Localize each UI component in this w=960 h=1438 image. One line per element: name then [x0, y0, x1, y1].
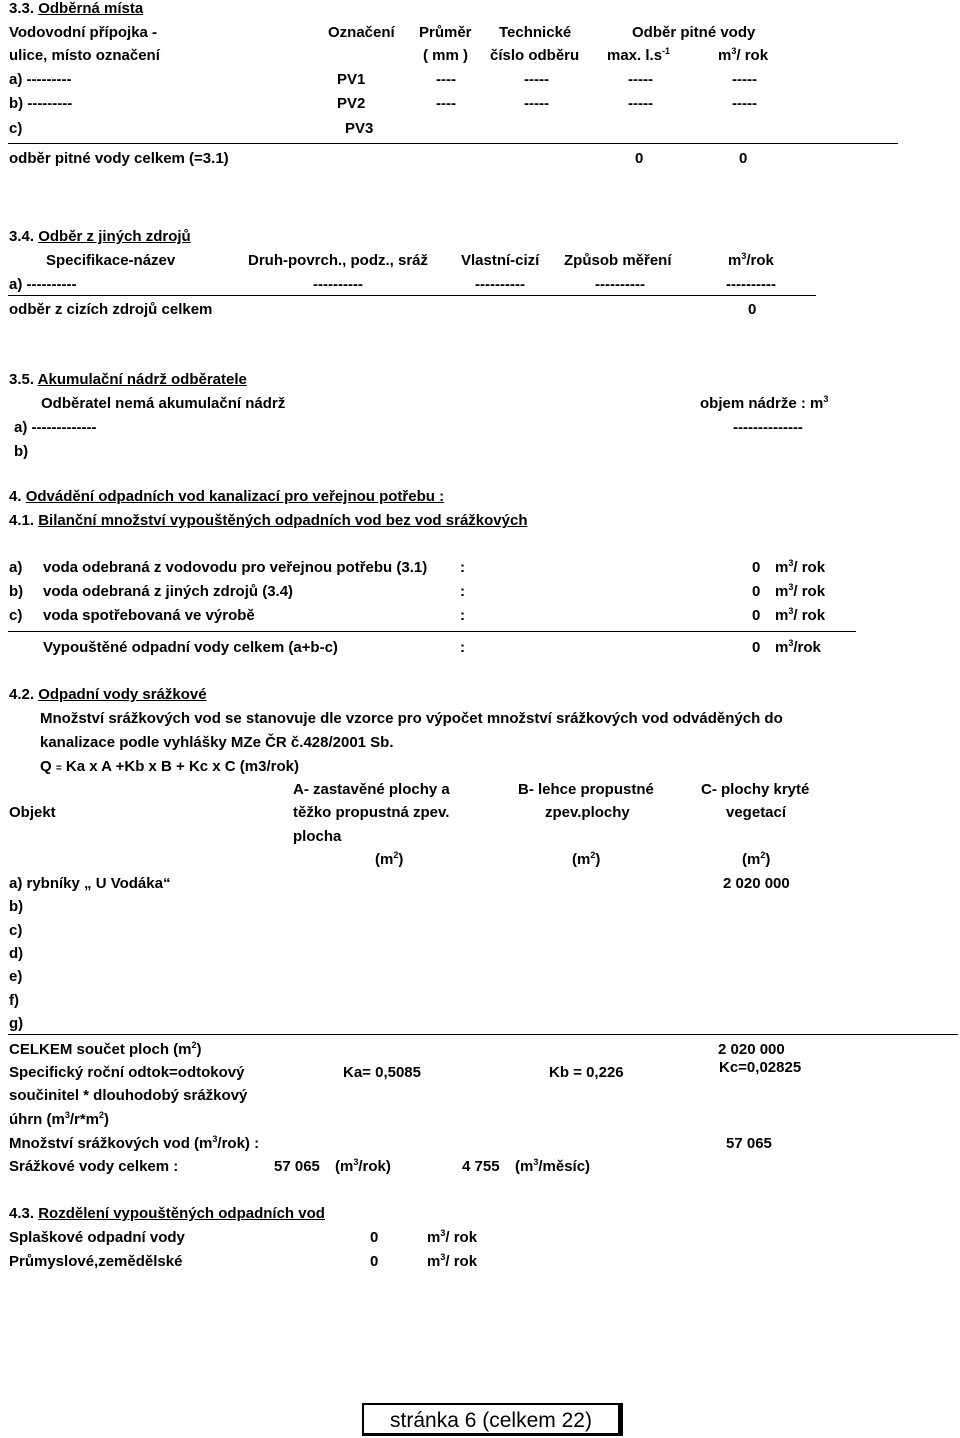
s42-kc: Kc=0,02825 — [719, 1059, 802, 1076]
row-rok: ----- — [732, 71, 757, 88]
s42-row-c-label: c) — [9, 922, 23, 939]
s33-total-max: 0 — [635, 150, 644, 167]
row-value: 0 — [752, 559, 761, 576]
row-colon: : — [460, 583, 465, 600]
row-value: 0 — [752, 607, 761, 624]
row-value: 0 — [752, 583, 761, 600]
s35-objem-label: objem nádrže : $m^3$ — [700, 394, 829, 412]
row-unit: $m^3/$ rok — [427, 1228, 478, 1246]
row-colon: : — [460, 607, 465, 624]
s42-row-a-label: a) rybníky „ U Vodáka“ — [9, 875, 171, 892]
row-druh: ---------- — [313, 276, 363, 293]
s42-celkem-sraz-label: Srážkové vody celkem : — [9, 1158, 179, 1175]
s42-row-d-label: d) — [9, 945, 24, 962]
row-code: PV3 — [345, 120, 374, 137]
row-label: c) — [9, 120, 23, 137]
page-number-label: stránka 6 (celkem 22) — [390, 1409, 592, 1432]
s42-para-line2: kanalizace podle vyhlášky MZe ČR č.428/2001 Sb. — [40, 734, 394, 751]
s42-celkem-sraz-v2: 4 755 — [462, 1158, 500, 1175]
s33-col5-h2a: max. $l.s^{-1}$ — [607, 46, 671, 64]
s41-heading: 4.1. Bilanční množství vypouštěných odpadních vod bez vod srážkových — [9, 512, 528, 529]
s42-col-b-l2: zpev.plochy — [545, 804, 630, 821]
s42-row-a-c-value: 2 020 000 — [723, 875, 790, 892]
row-value: 0 — [370, 1229, 379, 1246]
s42-mnozstvi-value: 57 065 — [726, 1135, 772, 1152]
row-label: a) — [9, 559, 23, 576]
row-label: b) — [9, 583, 24, 600]
s42-odtok-line3: úhrn $(m^3/r*m^2)$ — [9, 1110, 110, 1128]
row-label: c) — [9, 607, 23, 624]
s33-heading: 3.3. Odběrná místa — [9, 0, 144, 17]
s42-col-c-l1: C- plochy kryté — [701, 781, 810, 798]
row-max: ----- — [628, 71, 653, 88]
s35-heading: 3.5. Akumulační nádrž odběratele — [9, 371, 247, 388]
row-rok: ----- — [732, 95, 757, 112]
s42-col-c-l2: vegetací — [726, 804, 787, 821]
s43-heading: 4.3. Rozdělení vypouštěných odpadních vod — [9, 1205, 325, 1222]
s42-para-line1: Množství srážkových vod se stanovuje dle vzorce pro výpočet množství srážkových vod odváděných do — [40, 710, 783, 727]
s42-celkem-label: CELKEM součet ploch $(m^2)$ — [9, 1040, 202, 1058]
s35-row-a-value: -------------- — [733, 419, 803, 436]
row-prumer: ---- — [436, 71, 456, 88]
row-max: ----- — [628, 95, 653, 112]
s34-unit-header: $m^3$/rok — [728, 251, 774, 269]
row-vlastni: ---------- — [475, 276, 525, 293]
s42-celkem-sraz-u2: $(m^3/měsíc)$ — [515, 1157, 591, 1175]
s33-col3-h1: Průměr — [419, 24, 472, 41]
divider — [8, 143, 898, 144]
s34-heading: 3.4. Odběr z jiných zdrojů — [9, 228, 191, 245]
s33-col4-h1: Technické — [499, 24, 572, 41]
row-unit: $m^3/$ rok — [775, 606, 826, 624]
s34-total-value: 0 — [748, 301, 757, 318]
s42-heading: 4.2. Odpadní vody srážkové — [9, 686, 207, 703]
row-colon: : — [460, 559, 465, 576]
s34-vlastni-header: Vlastní-cizí — [461, 252, 540, 269]
s33-col5-h1: Odběr pitné vody — [632, 24, 756, 41]
row-label: a) --------- — [9, 71, 72, 88]
row-unit: $m^3/$ rok — [427, 1252, 478, 1270]
s42-unit-c: $(m^2)$ — [742, 850, 771, 868]
s35-row-b: b) — [14, 443, 29, 460]
row-cislo: ----- — [524, 95, 549, 112]
s42-row-f-label: f) — [9, 992, 19, 1009]
s35-note: Odběratel nemá akumulační nádrž — [41, 395, 286, 412]
s35-row-a: a) ------------- — [14, 419, 97, 436]
row-label: b) --------- — [9, 95, 73, 112]
divider — [8, 1034, 958, 1035]
s42-row-b-label: b) — [9, 898, 24, 915]
s4-heading: 4. Odvádění odpadních vod kanalizací pro veřejnou potřebu : — [9, 488, 445, 505]
row-zpusob: ---------- — [595, 276, 645, 293]
s42-col-a-l1: A- zastavěné plochy a — [293, 781, 450, 798]
row-text: voda spotřebovaná ve výrobě — [43, 607, 255, 624]
s42-kb: Kb = 0,226 — [549, 1064, 624, 1081]
page-number-box — [362, 1403, 623, 1436]
divider — [8, 295, 816, 296]
s33-total-rok: 0 — [739, 150, 748, 167]
total-colon: : — [460, 639, 465, 656]
s33-total-label: odběr pitné vody celkem (=3.1) — [9, 150, 229, 167]
total-value: 0 — [752, 639, 761, 656]
s42-odtok-line2: součinitel * dlouhodobý srážkový — [9, 1087, 248, 1104]
row-label: Splaškové odpadní vody — [9, 1229, 185, 1246]
row-prumer: ---- — [436, 95, 456, 112]
s34-spec-header: Specifikace-název — [46, 252, 176, 269]
s42-ka: Ka= 0,5085 — [343, 1064, 421, 1081]
s42-row-e-label: e) — [9, 968, 23, 985]
row-value: 0 — [370, 1253, 379, 1270]
s33-col1-h2: ulice, místo označení — [9, 47, 160, 64]
row-unit: $m^3/$ rok — [775, 582, 826, 600]
s33-col3-h2: ( mm ) — [423, 47, 468, 64]
row-unit: $m^3/$ rok — [775, 558, 826, 576]
s42-odtok-line1: Specifický roční odtok=odtokový — [9, 1064, 245, 1081]
row-text: voda odebraná z jiných zdrojů (3.4) — [43, 583, 294, 600]
s33-col5-h2b: $m^3/$ rok — [718, 46, 769, 64]
row-label: a) ---------- — [9, 276, 77, 293]
s33-col4-h2: číslo odběru — [490, 47, 580, 64]
s42-celkem-sraz-u1: $(m^3/rok)$ — [335, 1157, 391, 1175]
s42-celkem-sraz-v1: 57 065 — [274, 1158, 320, 1175]
s42-col-a-l2: těžko propustná zpev. — [293, 804, 450, 821]
divider — [8, 631, 856, 632]
row-m3: ---------- — [726, 276, 776, 293]
s34-total-label: odběr z cizích zdrojů celkem — [9, 301, 213, 318]
row-text: voda odebraná z vodovodu pro veřejnou potřebu (3.1) — [43, 559, 428, 576]
s42-col-a-l3: plocha — [293, 828, 342, 845]
s33-col2-h1: Označení — [328, 24, 395, 41]
s42-unit-b: $(m^2)$ — [572, 850, 601, 868]
s42-row-g-label: g) — [9, 1015, 24, 1032]
total-unit: $m^3$/rok — [775, 638, 821, 656]
row-code: PV1 — [337, 71, 366, 88]
s42-formula: Q = Ka x A +Kb x B + Kc x C (m3/rok) — [40, 758, 299, 775]
row-label: Průmyslové,zemědělské — [9, 1253, 183, 1270]
total-text: Vypouštěné odpadní vody celkem (a+b-c) — [43, 639, 338, 656]
s34-druh-header: Druh-povrch., podz., sráž — [248, 252, 429, 269]
s42-unit-a: $(m^2)$ — [375, 850, 404, 868]
s42-celkem-value: 2 020 000 — [718, 1041, 785, 1058]
s33-col1-h1: Vodovodní přípojka - — [9, 24, 158, 41]
s42-col-b-l1: B- lehce propustné — [518, 781, 654, 798]
s34-zpusob-header: Způsob měření — [564, 252, 672, 269]
row-cislo: ----- — [524, 71, 549, 88]
s42-objekt-header: Objekt — [9, 804, 56, 821]
s42-mnozstvi-label: Množství srážkových vod $(m^3/rok)$ : — [9, 1134, 260, 1152]
row-code: PV2 — [337, 95, 366, 112]
